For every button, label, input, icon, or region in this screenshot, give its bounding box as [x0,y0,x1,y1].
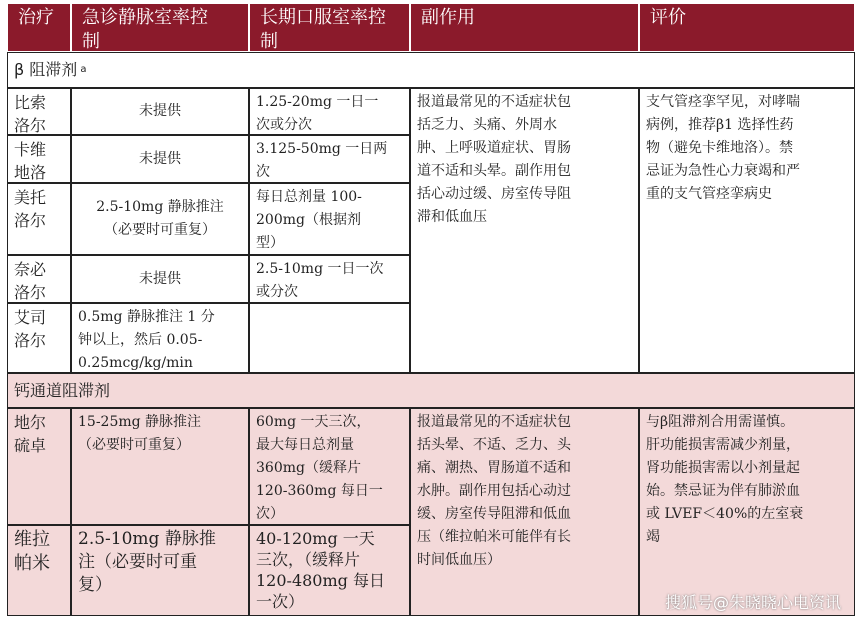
header-side-effects: 副作用 [410,3,639,52]
drug-name: 维拉 帕米 [7,525,71,616]
oral-dose: 40-120mg 一天 三次，（缓释片 120-480mg 每日 一次） [249,525,410,616]
oral-dose: 每日总剂量 100- 200mg（根据剂 型） [249,183,410,255]
iv-dose: 未提供 [71,255,249,303]
section-footnote-mark: a [80,64,87,75]
drug-name: 奈必 洛尔 [7,255,71,303]
section-title: β 阻滞剂 [14,60,78,79]
drug-name: 美托 洛尔 [7,183,71,255]
comment-beta: 支气管痉挛罕见，对哮喘 病例，推荐β1 选择性药 物（避免卡维地洛）。禁 忌证为急性心力衰竭和严 重的支气管痉挛病史 [639,88,855,373]
iv-dose: 2.5-10mg 静脉推注 （必要时可重复） [71,183,249,255]
oral-dose [249,303,410,373]
header-treatment: 治疗 [7,3,71,52]
side-effects-ccb: 报道最常见的不适症状包 括头晕、不适、乏力、头 痛、潮热、胃肠道不适和 水肿。副作用包括心动过 缓、房室传导阻滞和低血 压（维拉帕米可能伴有长 时间低血压） [410,408,639,616]
drug-name: 卡维 地洛 [7,135,71,183]
header-oral-rate-control: 长期口服室率控 制 [249,3,410,52]
iv-dose: 未提供 [71,135,249,183]
iv-dose: 15-25mg 静脉推注 （必要时可重复） [71,408,249,525]
iv-dose: 未提供 [71,88,249,135]
oral-dose: 1.25-20mg 一日一 次或分次 [249,88,410,135]
oral-dose: 3.125-50mg 一日两 次 [249,135,410,183]
side-effects-beta: 报道最常见的不适症状包 括乏力、头痛、外周水 肿、上呼吸道症状、胃肠 道不适和头晕。副作用包 括心动过缓、房室传导阻 滞和低血压 [410,88,639,373]
header-iv-rate-control: 急诊静脉室率控 制 [71,3,249,52]
header-comments: 评价 [639,3,855,52]
drug-name: 艾司 洛尔 [7,303,71,373]
iv-dose: 0.5mg 静脉推注 1 分 钟以上，然后 0.05- 0.25mcg/kg/min [71,303,249,373]
watermark: 搜狐号@朱晓晓心电资讯 [664,593,841,612]
section-calcium-channel-blockers [7,373,855,408]
comment-ccb: 与β阻滞剂合用需谨慎。 肝功能损害需减少剂量， 肾功能损害需以小剂量起 始。禁忌证为伴有肺淤血 或 LVEF＜40%的左室衰 竭 [639,408,855,616]
drug-name: 比索 洛尔 [7,88,71,135]
section-beta-blockers [7,52,855,88]
oral-dose: 2.5-10mg 一日一次 或分次 [249,255,410,303]
iv-dose: 2.5-10mg 静脉推 注（必要时可重 复） [71,525,249,616]
oral-dose: 60mg 一天三次， 最大每日总剂量 360mg（缓释片 120-360mg 每日一 次） [249,408,410,525]
drug-name: 地尔 硫卓 [7,408,71,525]
section-title: 钙通道阻滞剂 [14,380,111,400]
